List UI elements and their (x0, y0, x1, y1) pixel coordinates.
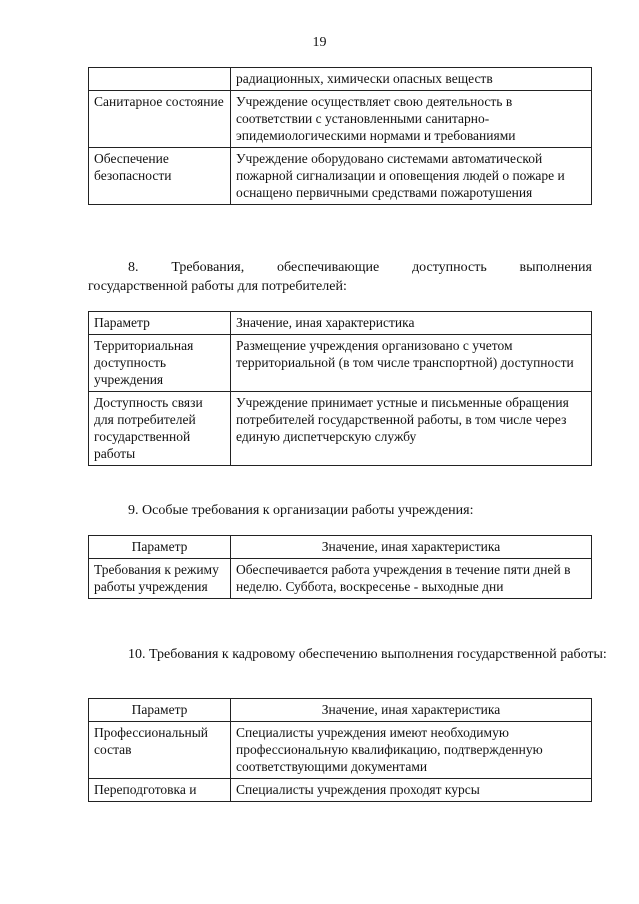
section-8-heading (88, 258, 592, 296)
table-row (89, 335, 592, 392)
heading-word: 8. (128, 260, 139, 275)
header-param: Параметр (89, 312, 231, 335)
section-10-heading: 10. Требования к кадровому обеспечению выполнения государственной работы: (128, 647, 607, 662)
param-cell: Санитарное состояние (89, 91, 231, 148)
value-cell: Учреждение принимает устные и письменные обращения потребителей государственной работы, в том числе через единую диспетчерскую службу (231, 392, 592, 466)
header-param: Параметр (89, 536, 231, 559)
table-work-mode (88, 535, 592, 599)
heading-word: доступность (412, 260, 487, 275)
table-staffing (88, 698, 592, 802)
header-value: Значение, иная характеристика (231, 699, 592, 722)
table-row (89, 148, 592, 205)
value-cell: Специалисты учреждения проходят курсы (231, 779, 592, 802)
table-header-row (89, 536, 592, 559)
table-row (89, 559, 592, 599)
table-conditions (88, 67, 592, 205)
table-row (89, 779, 592, 802)
header-value: Значение, иная характеристика (231, 312, 592, 335)
table-header-row (89, 699, 592, 722)
value-cell: Учреждение оборудовано системами автоматической пожарной сигнализации и оповещения людей о пожаре и оснащено первичными средствами пожаротушения (231, 148, 592, 205)
param-cell: Обеспечение безопасности (89, 148, 231, 205)
table-row (89, 392, 592, 466)
value-cell: Специалисты учреждения имеют необходимую профессиональную квалификацию, подтвержденную соответствующими документами (231, 722, 592, 779)
heading-line: государственной работы для потребителей: (88, 279, 347, 294)
value-cell: Учреждение осуществляет свою деятельность в соответствии с установленными санитарно-эпидемиологическими нормами и требованиями (231, 91, 592, 148)
table-accessibility (88, 311, 592, 466)
page-number: 19 (312, 35, 327, 50)
value-cell: Размещение учреждения организовано с учетом территориальной (в том числе транспортной) доступности (231, 335, 592, 392)
value-cell: радиационных, химически опасных веществ (231, 68, 592, 91)
header-value: Значение, иная характеристика (231, 536, 592, 559)
table-row (89, 722, 592, 779)
param-cell: Профессиональный состав (89, 722, 231, 779)
param-cell: Доступность связи для потребителей государственной работы (89, 392, 231, 466)
heading-word: обеспечивающие (277, 260, 380, 275)
param-cell (89, 68, 231, 91)
section-9-heading: 9. Особые требования к организации работы учреждения: (128, 503, 474, 518)
param-cell: Переподготовка и (89, 779, 231, 802)
heading-word: Требования, (171, 260, 245, 275)
param-cell: Требования к режиму работы учреждения (89, 559, 231, 599)
table-header-row (89, 312, 592, 335)
header-param: Параметр (89, 699, 231, 722)
table-row (89, 91, 592, 148)
value-cell: Обеспечивается работа учреждения в течение пяти дней в неделю. Суббота, воскресенье - выходные дни (231, 559, 592, 599)
table-row (89, 68, 592, 91)
heading-word: выполнения (519, 260, 592, 275)
param-cell: Территориальная доступность учреждения (89, 335, 231, 392)
